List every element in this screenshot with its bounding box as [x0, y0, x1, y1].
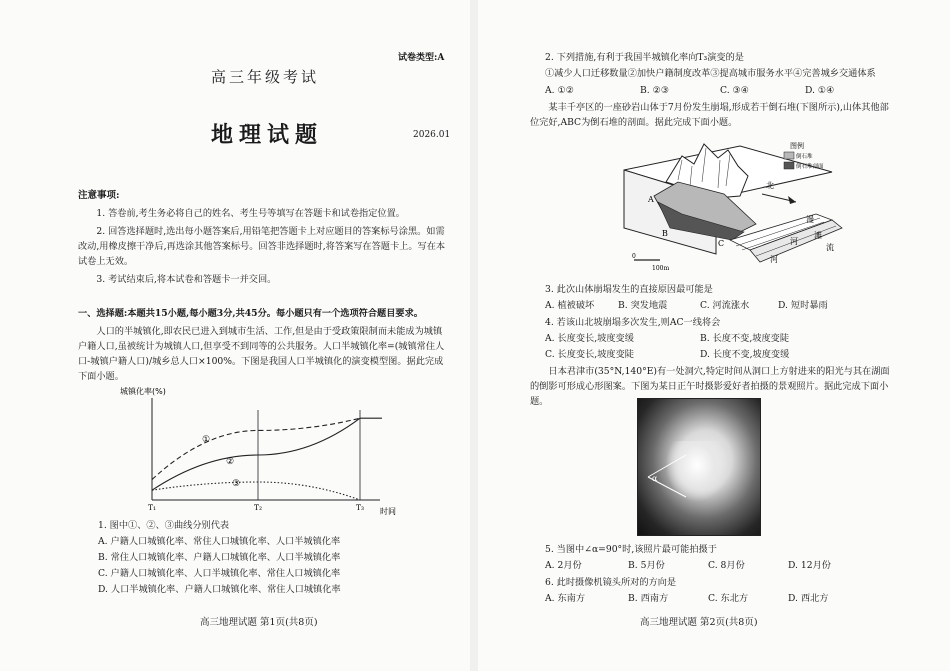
label-c: C: [718, 239, 725, 248]
q3-option-c: C. 河流涨水: [700, 300, 750, 311]
q2-measures: ①减少人口迁移数量②加快户籍制度改革③提高城市服务水平④完善城乡交通体系: [545, 68, 876, 79]
q6-option-c: C. 东北方: [708, 593, 749, 604]
scale-label: 100m: [652, 265, 670, 272]
q1-stem: 1. 图中①、②、③曲线分别代表: [98, 520, 230, 531]
scale-zero: 0: [632, 253, 636, 260]
legend-swatch-debris: [784, 152, 794, 159]
footer-page-2: 高三地理试题 第2页(共8页): [640, 617, 758, 628]
q5-stem: 5. 当图中∠α=90°时,该照片最可能拍摄于: [545, 544, 717, 555]
legend-title: 图例: [790, 142, 804, 150]
q1-option-a: A. 户籍人口城镇化率、常住人口城镇化率、人口半城镇化率: [98, 536, 341, 547]
q3-option-d: D. 短时暴雨: [778, 300, 828, 311]
q2-option-a: A. ①②: [545, 85, 574, 96]
label-a: A: [648, 195, 654, 204]
curve-series-1: [152, 418, 360, 479]
exam-name: 高三年级考试: [211, 68, 320, 86]
q2-option-d: D. ①④: [805, 85, 835, 96]
river-char-3: 滩: [814, 231, 822, 240]
q5-option-a: A. 2月份: [545, 560, 582, 571]
intro-cave: 日本君津市(35°N,140°E)有一处洞穴,特定时间从洞口上方射进来的阳光与其在湖面的倒影可形成心形图案。下图为某日正午时摄影爱好者拍摄的景观照片。据此完成下面小题。: [530, 366, 890, 407]
q1-option-c: C. 户籍人口城镇化率、人口半城镇化率、常住人口城镇化率: [98, 568, 341, 579]
subject-title: 地理试题: [211, 122, 324, 148]
intro-collapse: 某丰千亭区的一座砂岩山体于7月份发生崩塌,形成若干倒石堆(下图所示),山体其他部位完好,ABC为倒石堆的剖面。据此完成下面小题。: [530, 102, 889, 128]
q2-stem: 2. 下列措施,有利于我国半城镇化率向T₃演变的是: [545, 52, 744, 63]
river-char-4: 河: [770, 255, 778, 264]
q4-option-a: A. 长度变长,坡度变缓: [545, 333, 634, 344]
q3-option-a: A. 植被破坏: [545, 300, 595, 311]
q2-option-c: C. ③④: [720, 85, 750, 96]
curve-series-3: [152, 482, 360, 500]
river-char-5: 流: [826, 243, 834, 252]
q6-stem: 6. 此时摄像机镜头所对的方向是: [545, 577, 677, 588]
q6-option-d: D. 西北方: [788, 593, 829, 604]
label-b: B: [662, 229, 668, 238]
notice-item-1: 1. 答卷前,考生务必将自己的姓名、考生号等填写在答题卡和试卷指定位置。: [96, 208, 405, 219]
urbanization-chart: [118, 384, 408, 518]
tick-t3: T₃: [356, 503, 365, 512]
q3-option-b: B. 突发地震: [618, 300, 668, 311]
q1-option-d: D. 人口半城镇化率、户籍人口城镇化率、常住人口城镇化率: [98, 584, 341, 595]
q5-option-b: B. 5月份: [628, 560, 665, 571]
q5-option-c: C. 8月份: [708, 560, 745, 571]
curve-series-2: [152, 418, 382, 490]
chart-xlabel: 时间: [380, 507, 396, 516]
q6-option-a: A. 东南方: [545, 593, 586, 604]
section1-title: 一、选择题:本题共15小题,每小题3分,共45分。每小题只有一个选项符合题目要求。: [78, 308, 423, 319]
north-label: 北: [766, 181, 774, 190]
q6-option-b: B. 西南方: [628, 593, 669, 604]
curve-label-1: ①: [202, 435, 211, 445]
curve-label-3: ③: [232, 479, 241, 489]
tick-t1: T₁: [148, 503, 157, 512]
footer-page-1: 高三地理试题 第1页(共8页): [200, 617, 318, 628]
q4-option-c: C. 长度变长,坡度变陡: [545, 349, 634, 360]
page-gutter: [470, 0, 478, 671]
q1-option-b: B. 常住人口城镇化率、户籍人口城镇化率、人口半城镇化率: [98, 552, 341, 563]
north-arrow-head: [788, 196, 796, 204]
legend-item-section: 倒石堆剖面: [796, 164, 824, 170]
angle-label: α: [652, 474, 658, 483]
q4-stem: 4. 若该山北坡崩塌多次发生,则AC一线将会: [545, 317, 721, 328]
q2-option-b: B. ②③: [640, 85, 670, 96]
q5-option-d: D. 12月份: [788, 560, 831, 571]
curve-label-2: ②: [226, 457, 235, 467]
legend-swatch-section: [784, 162, 794, 169]
chart-ylabel: 城镇化率(%): [120, 387, 166, 396]
river-char-2: 漫: [806, 215, 814, 224]
legend-item-debris: 倒石堆: [796, 154, 813, 160]
q3-stem: 3. 此次山体崩塌发生的直接原因最可能是: [545, 284, 713, 295]
section1-intro: 人口的半城镇化,即农民已进入到城市生活、工作,但是由于受政策限制而未能成为城镇户籍人口,虽被统计为城镇人口,但享受不到同等的公共服务。人口半城镇化率=(城镇常住人口-城镇户籍人口)/城乡总人口×100%。下图是我国人口半城镇化的演变模型图。据此完成下面小题。: [78, 326, 445, 382]
exam-date: 2026.01: [413, 130, 451, 140]
notice-item-3: 3. 考试结束后,将本试卷和答题卡一并交回。: [96, 274, 277, 285]
notice-title: 注意事项:: [78, 190, 120, 201]
exam-type: 试卷类型:A: [398, 53, 445, 63]
landslide-diagram: [620, 136, 852, 276]
q4-option-b: B. 长度不变,坡度变陡: [700, 333, 790, 344]
tick-t2: T₂: [254, 503, 263, 512]
notice-item-2: 2. 回答选择题时,选出每小题答案后,用铅笔把答题卡上对应题目的答案标号涂黑。如需改动,用橡皮擦干净后,再选涂其他答案标号。回答非选择题时,将答案写在答题卡上。写在本试卷上无效。: [78, 226, 446, 267]
cave-photo: [637, 398, 761, 536]
q4-option-d: D. 长度不变,坡度变缓: [700, 349, 790, 360]
river-char-1: 河: [790, 237, 798, 246]
angle-marker: [638, 399, 760, 535]
